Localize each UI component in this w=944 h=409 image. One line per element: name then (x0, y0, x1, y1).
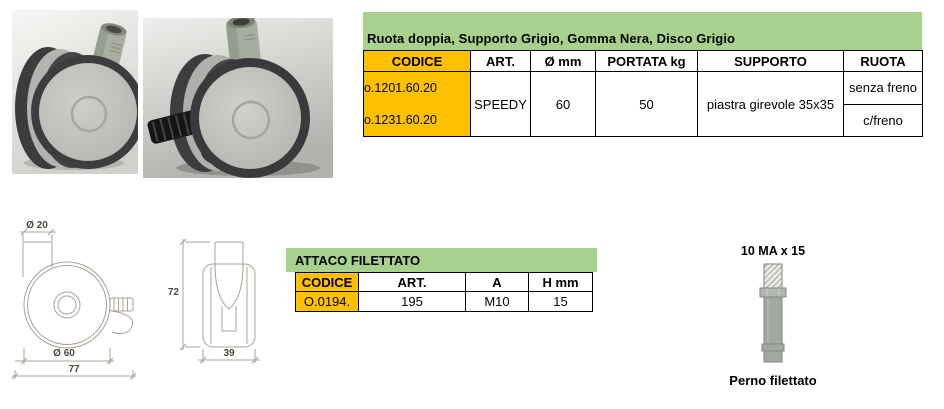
caster-with-brake-illustration (143, 18, 333, 178)
product-table (363, 50, 923, 137)
attach-art-cell: 195 (359, 292, 466, 312)
dimension-drawing-icon (10, 215, 260, 405)
caster-photo-no-brake-icon (12, 10, 138, 174)
diameter-cell: 60 (531, 72, 596, 137)
header-diameter: Ø mm (531, 51, 596, 72)
attachment-table-block (286, 248, 597, 312)
attachment-table (295, 272, 593, 312)
portata-cell: 50 (596, 72, 698, 137)
dim-total-width-label: 77 (68, 364, 80, 375)
dim-wheel-label: Ø 60 (53, 348, 75, 359)
threaded-stud-figure (713, 244, 833, 388)
header-ruota: RUOTA (844, 51, 923, 72)
attach-header-codice: CODICE (296, 273, 359, 292)
attach-header-art: ART. (359, 273, 466, 292)
attach-codice-cell: O.0194. (296, 292, 359, 312)
header-supporto: SUPPORTO (698, 51, 844, 72)
code-line-1: o.1201.60.20 (364, 81, 437, 95)
ruota-cell-con-freno: c/freno (844, 104, 923, 137)
header-portata: PORTATA kg (596, 51, 698, 72)
attachment-header-row (296, 273, 593, 292)
stud-size-label: 10 MA x 15 (740, 244, 806, 258)
caster-photo-with-brake-icon (143, 18, 333, 178)
caster-no-brake-illustration (12, 10, 138, 174)
product-table-block (363, 12, 922, 137)
codice-cell (364, 72, 471, 137)
header-art: ART. (471, 51, 531, 72)
attach-header-a: A (466, 273, 529, 292)
product-table-title: Ruota doppia, Supporto Grigio, Gomma Nera, Disco Grigio (363, 12, 922, 50)
attach-a-cell: M10 (466, 292, 529, 312)
attach-header-h: H mm (529, 273, 593, 292)
dim-height-label: 72 (167, 287, 179, 298)
dim-depth-label: 39 (223, 348, 235, 359)
header-codice: CODICE (364, 51, 471, 72)
attachment-data-row (296, 292, 593, 312)
threaded-stud-icon (751, 263, 795, 365)
dim-stem-label: Ø 20 (26, 220, 48, 231)
supporto-cell: piastra girevole 35x35 (698, 72, 844, 137)
art-cell: SPEEDY (471, 72, 531, 137)
attachment-table-title: ATTACO FILETTATO (286, 248, 597, 272)
stud-name-label: Perno filettato (729, 373, 817, 388)
attach-h-cell: 15 (529, 292, 593, 312)
product-row-senza-freno (364, 72, 923, 105)
technical-drawing (10, 215, 260, 405)
code-line-2: o.1231.60.20 (364, 113, 437, 127)
ruota-cell-senza-freno: senza freno (844, 72, 923, 105)
product-table-header-row (364, 51, 923, 72)
